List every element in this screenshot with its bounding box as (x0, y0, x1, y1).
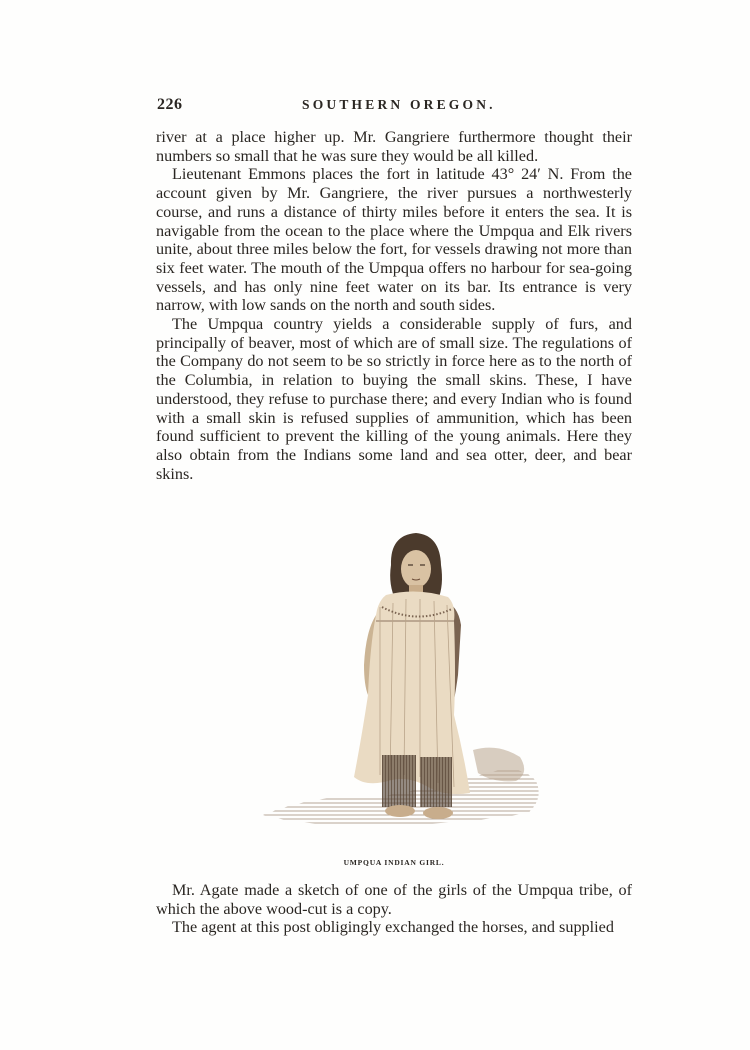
wood-cut-illustration (258, 525, 548, 830)
paragraph-agent-exchange: The agent at this post obligingly exchanged the horses, and supplied (172, 918, 614, 937)
running-head: SOUTHERN OREGON. (302, 97, 496, 112)
paragraph-fort-latitude: Lieutenant Emmons places the fort in latitude 43° 24′ N. From the account given by Mr. Gangriere, the river pursues a northwesterly course, and runs a distance of thirty miles before it enters the sea. It is navigable from the ocean to the place where the Umpqua and Elk rivers unite, about three miles below the fort, for vessels drawing not more than six feet water. The mouth of the Umpqua offers no harbour for sea-going vessels, and has only nine feet water on its bar. Its entrance is very narrow, with low sands on the north and south sides. (156, 165, 632, 315)
figure-caption: UMPQUA INDIAN GIRL. (343, 858, 445, 867)
paragraph-continued: river at a place higher up. Mr. Gangriere furthermore thought their numbers so small that he was sure they would be all killed. (156, 128, 632, 165)
paragraph-umpqua-furs: The Umpqua country yields a considerable supply of furs, and principally of beaver, most of which are of small size. The regulations of the Company do not seem to be so strictly in force here as to the north of the Columbia, in relation to buying the small skins. These, I have understood, they refuse to purchase there; and every Indian who is found with a small skin is refused supplies of ammunition, which has been found sufficient to prevent the killing of the young animals. Here they also obtain from the Indians some land and sea otter, deer, and bear skins. (156, 315, 632, 483)
umpqua-girl-engraving (258, 525, 548, 830)
body-text-top (156, 128, 632, 483)
page-header (157, 96, 631, 116)
body-text-bottom (156, 881, 632, 937)
paragraph-agate-sketch: Mr. Agate made a sketch of one of the girls of the Umpqua tribe, of which the above wood-cut is a copy. (156, 881, 632, 918)
page-number: 226 (157, 96, 183, 113)
